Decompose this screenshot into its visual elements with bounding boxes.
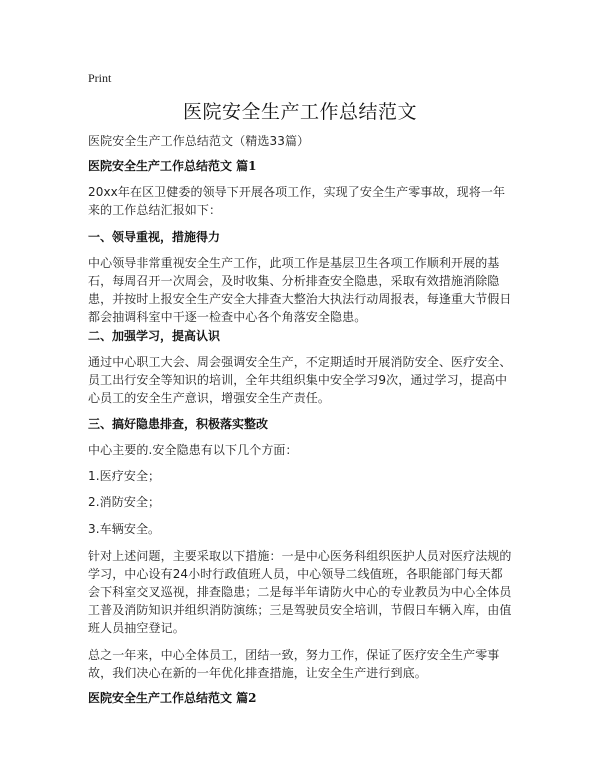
- section-2-heading: 二、加强学习，提高认识: [88, 329, 221, 343]
- section-1-heading: 一、领导重视，措施得力: [88, 230, 221, 244]
- section-3-conclusion: 总之一年来，中心全体员工，团结一致，努力工作，保证了医疗安全生产零事故，我们决心在新的一年优化排查措施，让安全生产进行到底。: [88, 648, 500, 680]
- section-3-intro: 中心主要的.安全隐患有以下几个方面：: [88, 443, 298, 457]
- document-subtitle: 医院安全生产工作总结范文（精选33篇）: [88, 134, 310, 148]
- article-2-heading: 医院安全生产工作总结范文 篇2: [88, 691, 257, 705]
- section-3-measures: 针对上述问题，主要采取以下措施：一是中心医务科组织医护人员对医疗法规的学习，中心设有24小时行政值班人员，中心领导二线值班，各职能部门每天都会下科室交叉巡视，排查隐患；二是每半年请防火中心的专业教员为中心全体员工普及消防知识并组织消防演练；三是驾驶员安全培训，节假日车辆入库，由值班人员抽空登记。: [88, 549, 512, 635]
- section-2-body: 通过中心职工大会、周会强调安全生产，不定期适时开展消防安全、医疗安全、员工出行安全等知识的培训，全年共组织集中安全学习9次，通过学习，提高中心员工的安全生产意识，增强安全生产责任。: [88, 355, 512, 405]
- hazard-item-2: 2.消防安全；: [88, 495, 161, 509]
- print-label[interactable]: Print: [88, 71, 112, 85]
- article-1-heading: 医院安全生产工作总结范文 篇1: [88, 159, 257, 173]
- section-1-body: 中心领导非常重视安全生产工作，此项工作是基层卫生各项工作顺利开展的基石，每周召开一次周会，及时收集、分析排查安全隐患，采取有效措施消除隐患，并按时上报安全生产安全大排查大整治大执法行动周报表，每逢重大节假日都会抽调科室中干逐一检查中心各个角落安全隐患。: [88, 256, 512, 324]
- section-3-heading: 三、搞好隐患排查，积极落实整改: [88, 417, 269, 431]
- document-title: 医院安全生产工作总结范文: [182, 101, 417, 123]
- hazard-item-1: 1.医疗安全；: [88, 469, 161, 483]
- hazard-item-3: 3.车辆安全。: [88, 522, 161, 536]
- article-1-intro: 20xx年在区卫健委的领导下开展各项工作，实现了安全生产零事故，现将一年来的工作总结汇报如下：: [88, 185, 506, 217]
